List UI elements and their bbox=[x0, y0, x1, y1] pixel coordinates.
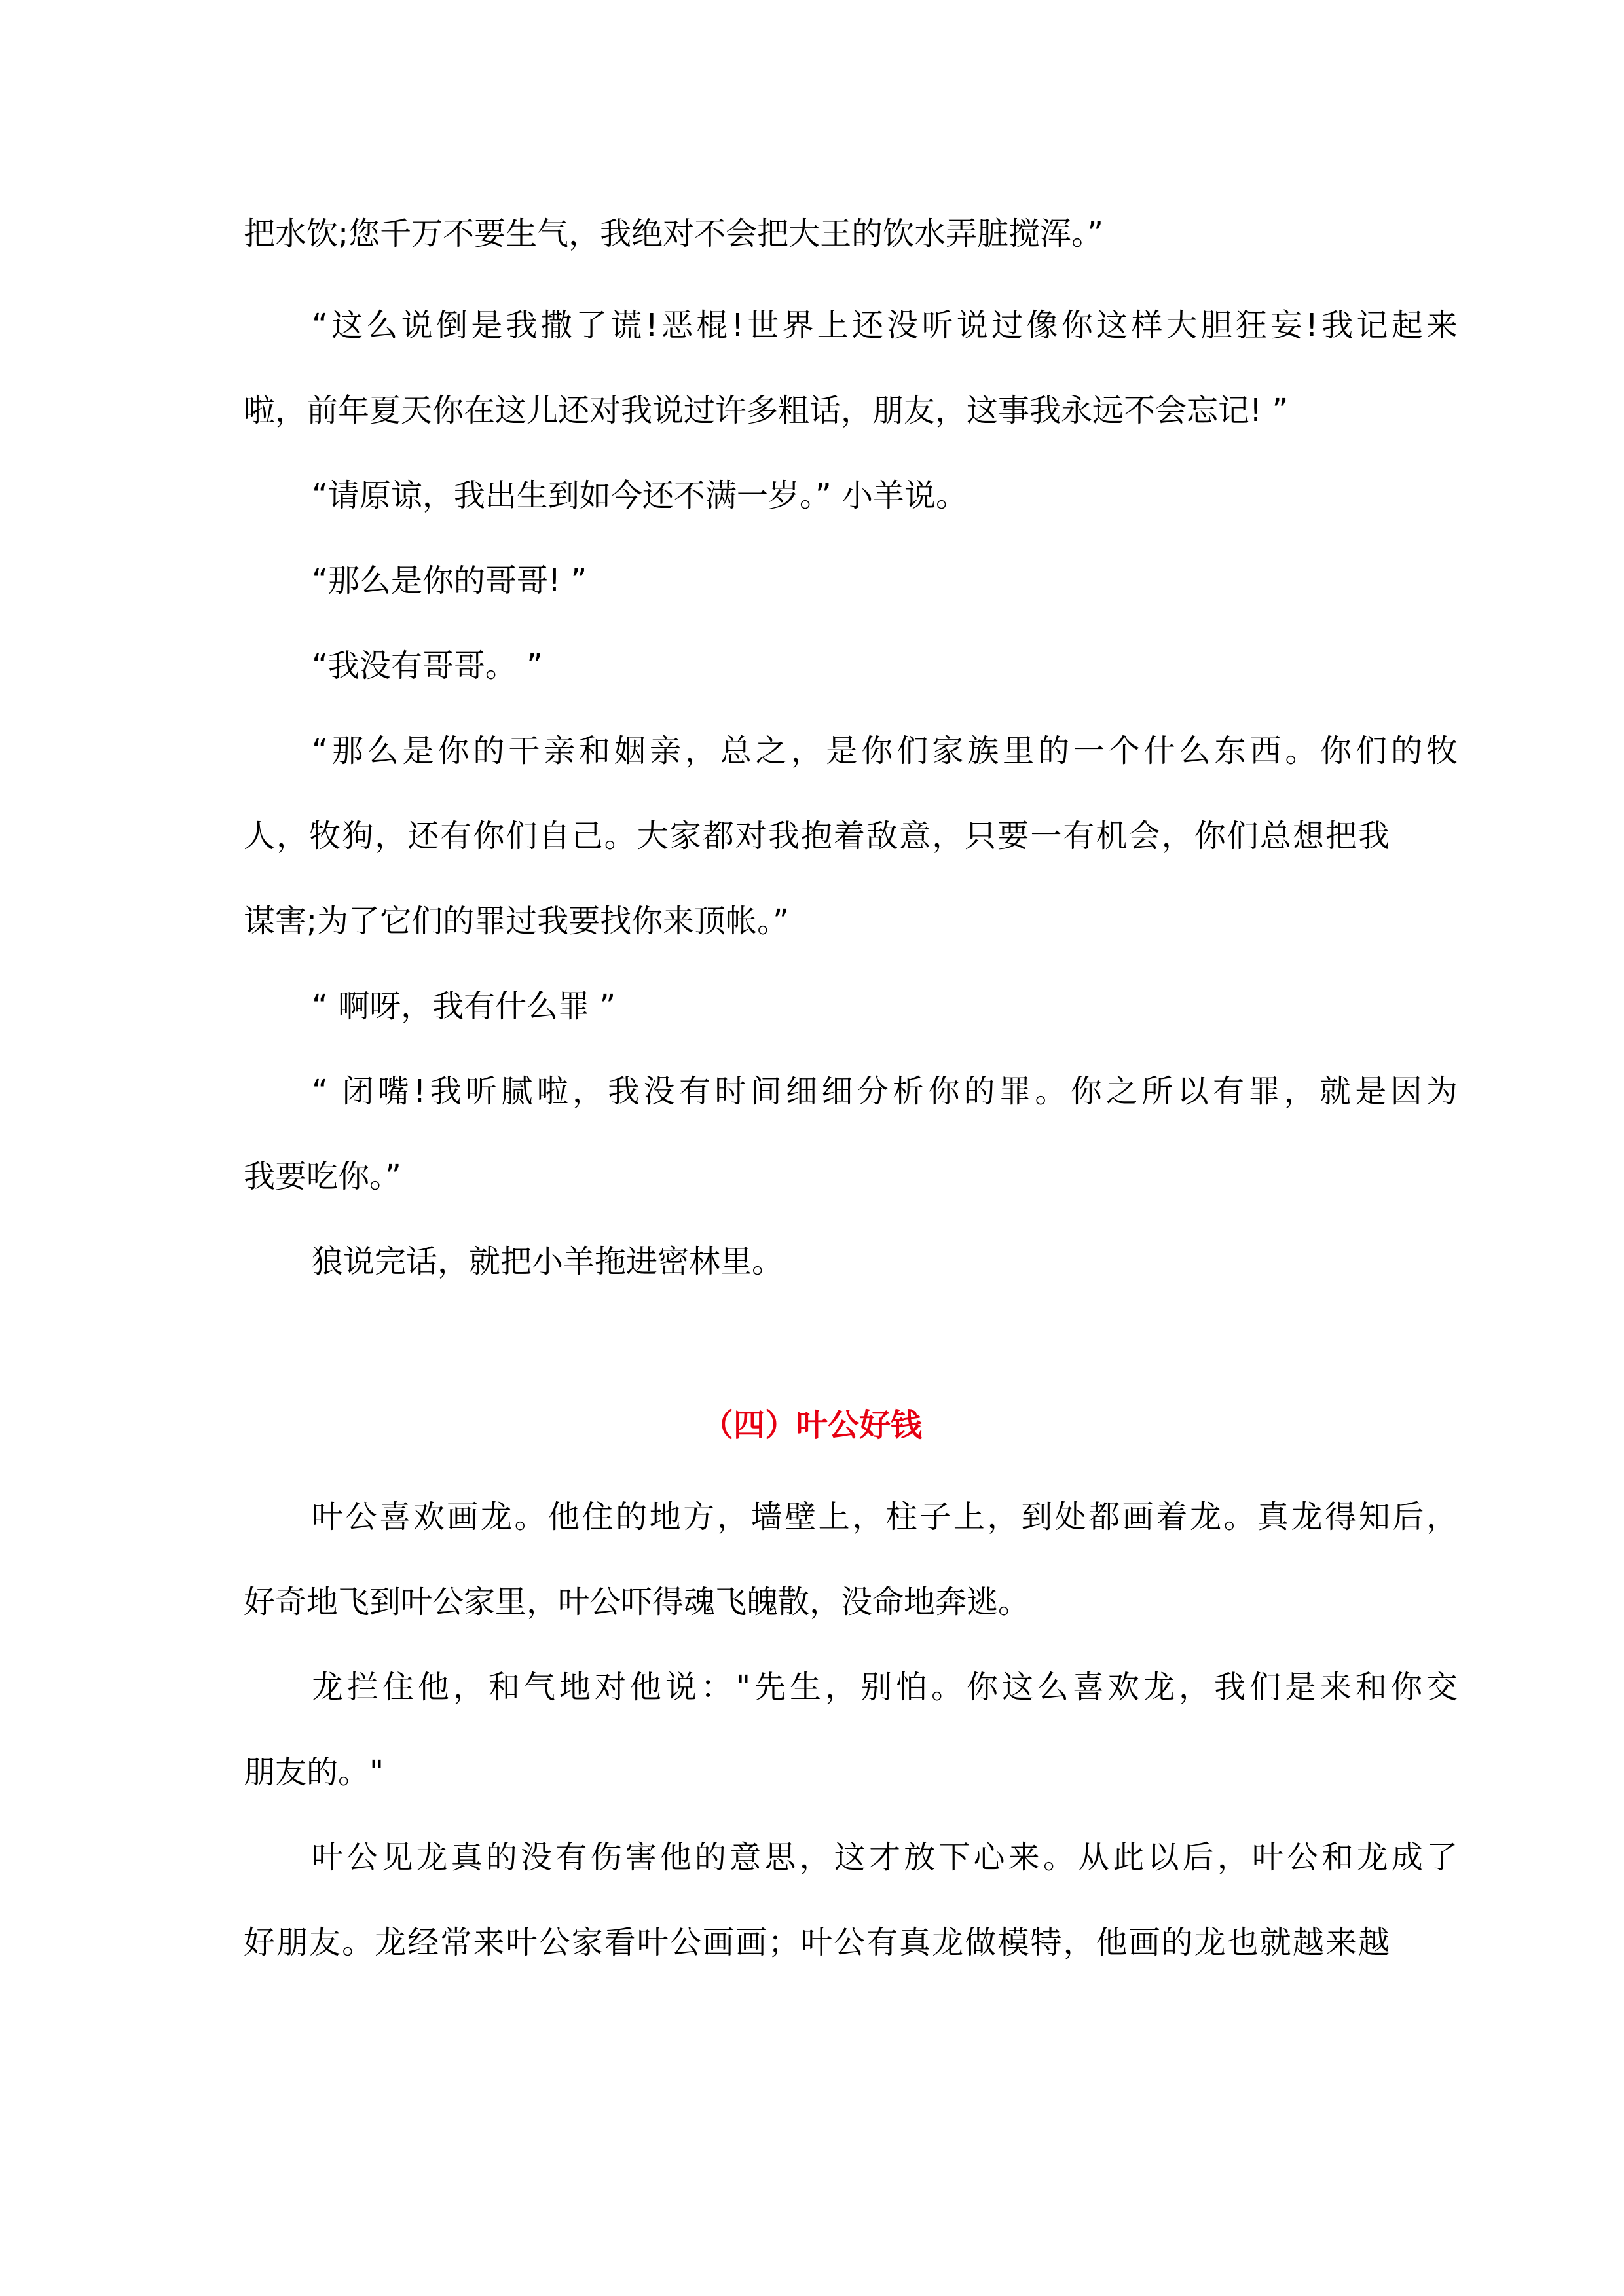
paragraph-line: “我没有哥哥。 ” bbox=[312, 647, 543, 684]
paragraph-line: 人，牧狗，还有你们自己。大家都对我抱着敌意，只要一有机会，你们总想把我 bbox=[244, 818, 1390, 854]
paragraph-line: “那么是你的干亲和姻亲，总之，是你们家族里的一个什么东西。你们的牧 bbox=[312, 733, 1458, 769]
paragraph-line: “这么说倒是我撒了谎!恶棍!世界上还没听说过像你这样大胆狂妄!我记起来 bbox=[312, 307, 1458, 344]
paragraph-line: “那么是你的哥哥! ” bbox=[312, 562, 587, 599]
paragraph-line: 朋友的。" bbox=[244, 1754, 384, 1791]
paragraph-line: 谋害;为了它们的罪过我要找你来顶帐。” bbox=[244, 903, 790, 939]
section-heading: （四）叶公好钱 bbox=[701, 1407, 922, 1444]
paragraph-line: 好朋友。龙经常来叶公家看叶公画画；叶公有真龙做模特，他画的龙也就越来越 bbox=[244, 1924, 1390, 1961]
paragraph-line: 叶公见龙真的没有伤害他的意思，这才放下心来。从此以后，叶公和龙成了 bbox=[312, 1839, 1458, 1876]
paragraph-line: 把水饮;您千万不要生气，我绝对不会把大王的饮水弄脏搅浑。” bbox=[244, 215, 1104, 252]
paragraph-line: 龙拦住他，和气地对他说："先生，别怕。你这么喜欢龙，我们是来和你交 bbox=[312, 1669, 1458, 1705]
paragraph-line: 啦，前年夏天你在这儿还对我说过许多粗话，朋友，这事我永远不会忘记! ” bbox=[244, 392, 1289, 429]
paragraph-line: 叶公喜欢画龙。他住的地方，墙壁上，柱子上，到处都画着龙。真龙得知后， bbox=[312, 1499, 1458, 1535]
paragraph-line: 好奇地飞到叶公家里，叶公吓得魂飞魄散，没命地奔逃。 bbox=[244, 1584, 1030, 1620]
paragraph-line: “ 啊呀，我有什么罪 ” bbox=[312, 988, 616, 1025]
paragraph-line: “ 闭嘴!我听腻啦，我没有时间细细分析你的罪。你之所以有罪，就是因为 bbox=[312, 1073, 1458, 1110]
paragraph-line: 我要吃你。” bbox=[244, 1158, 401, 1195]
paragraph-line: 狼说完话，就把小羊拖进密林里。 bbox=[312, 1243, 784, 1280]
paragraph-line: “请原谅，我出生到如今还不满一岁。” 小羊说。 bbox=[312, 477, 967, 514]
